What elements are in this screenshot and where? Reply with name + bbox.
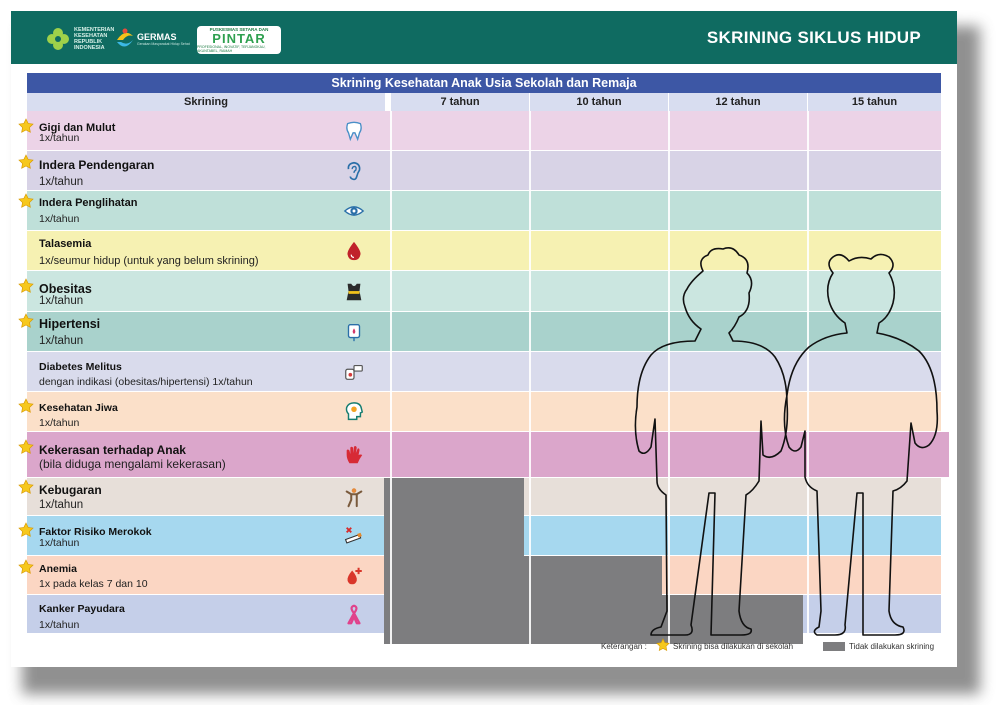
girl-silhouette bbox=[784, 254, 937, 635]
screening-name: Kekerasan terhadap Anak bbox=[39, 443, 186, 457]
screening-frequency: 1x/tahun bbox=[39, 132, 80, 144]
screening-name: Hipertensi bbox=[39, 317, 101, 331]
screening-name: Gigi dan Mulut bbox=[39, 122, 116, 134]
screening-frequency: 1x/seumur hidup (untuk yang belum skrining) bbox=[39, 255, 259, 267]
screening-name: Diabetes Melitus bbox=[39, 361, 122, 373]
germas-title: GERMAS bbox=[137, 32, 177, 42]
legend-grey-text: Tidak dilakukan skrining bbox=[849, 642, 935, 651]
screening-frequency: 1x pada kelas 7 dan 10 bbox=[39, 578, 148, 590]
column-header-7: 7 tahun bbox=[391, 93, 529, 111]
boy-silhouette bbox=[635, 248, 787, 635]
screening-frequency: 1x/tahun bbox=[39, 213, 80, 225]
screening-name: Indera Pendengaran bbox=[39, 158, 155, 172]
screening-frequency: dengan indikasi (obesitas/hipertensi) 1x/tahun bbox=[39, 376, 253, 388]
screening-name: Indera Penglihatan bbox=[39, 197, 138, 209]
kemenkes-logo-text: KEMENTERIAN KESEHATAN REPUBLIK INDONESIA bbox=[74, 27, 115, 51]
pintar-top-text: PUSKESMAS SETARA DAN bbox=[209, 27, 269, 32]
screening-frequency: 1x/tahun bbox=[39, 176, 84, 188]
children-silhouettes bbox=[11, 11, 957, 667]
screening-name: Faktor Risiko Merokok bbox=[39, 526, 152, 538]
screening-name: Anemia bbox=[39, 563, 77, 575]
germas-subtitle: Gerakan Masyarakat Hidup Sehat bbox=[137, 42, 190, 46]
screening-frequency: 1x/tahun bbox=[39, 499, 84, 511]
column-header-15: 15 tahun bbox=[808, 93, 941, 111]
screening-name: Kanker Payudara bbox=[39, 603, 125, 615]
table-title: Skrining Kesehatan Anak Usia Sekolah dan Remaja bbox=[27, 73, 941, 93]
poster bbox=[11, 11, 957, 667]
screening-frequency: 1x/tahun bbox=[39, 295, 84, 307]
legend-school-text: Skrining bisa dilakukan di sekolah bbox=[673, 642, 794, 651]
legend-label: Keterangan : bbox=[601, 642, 647, 651]
screening-frequency: 1x/tahun bbox=[39, 537, 80, 549]
column-header-screening: Skrining bbox=[27, 93, 385, 111]
legend-grey-swatch bbox=[823, 642, 845, 651]
column-header-12: 12 tahun bbox=[669, 93, 807, 111]
column-header-10: 10 tahun bbox=[530, 93, 668, 111]
screening-frequency: 1x/tahun bbox=[39, 335, 84, 347]
screening-name: Kesehatan Jiwa bbox=[39, 402, 118, 414]
pintar-title: PINTAR bbox=[212, 31, 266, 46]
legend-star-icon bbox=[656, 638, 670, 652]
screening-name: Talasemia bbox=[39, 238, 92, 250]
screening-name: Kebugaran bbox=[39, 483, 102, 497]
screening-frequency: 1x/tahun bbox=[39, 417, 80, 429]
pintar-sub-text: PROFESIONAL, INOVATIF, TERJANGKAU, AKUNTABEL, RAMAH bbox=[197, 45, 266, 53]
page-title: SKRINING SIKLUS HIDUP bbox=[706, 28, 921, 47]
screening-frequency: (bila diduga mengalami kekerasan) bbox=[39, 457, 226, 471]
screening-frequency: 1x/tahun bbox=[39, 619, 80, 631]
screening-name: Obesitas bbox=[39, 282, 92, 296]
